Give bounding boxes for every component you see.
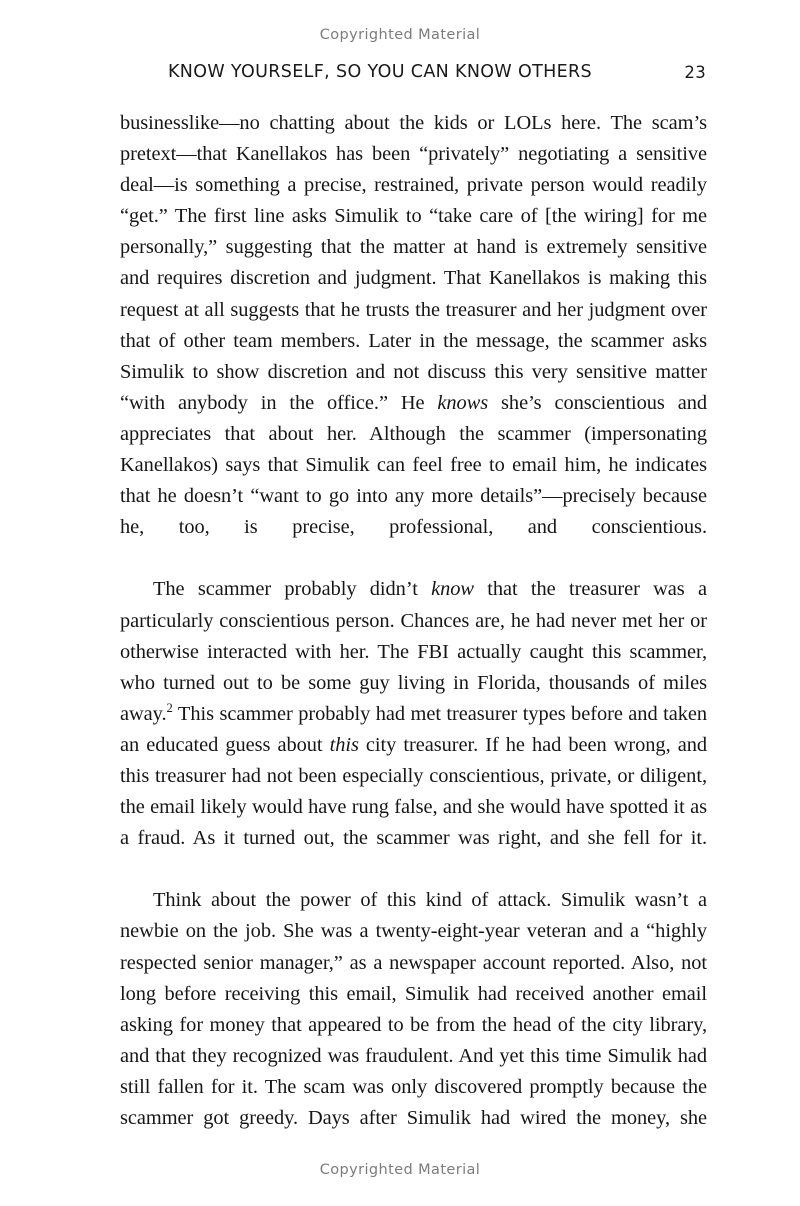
paragraph-1 [120, 108, 707, 574]
emphasis-text: this [329, 733, 359, 756]
text-run: Think about the power of this kind of attack. Simulik wasn’t a newbie on the job. She was a twenty-eight-year veteran and a “highly respected senior manager,” as a newspaper account reported. Also, not long before receiving this email, Simulik had received another email asking for money that appeared to be from the head of the city library, and that they recognized was fraudulent. And yet this time Simulik had still fallen for it. The scam was only discovered promptly because the scammer got greedy. Days after Simulik had wired the money, she [120, 889, 707, 1129]
running-head-title: KNOW YOURSELF, SO YOU CAN KNOW OTHERS [167, 62, 593, 82]
footnote-reference: 2 [166, 700, 173, 715]
page-number: 23 [684, 63, 706, 82]
running-head [120, 62, 706, 88]
copyright-watermark-bottom: Copyrighted Material [319, 1162, 481, 1178]
paragraph-3 [120, 885, 707, 1165]
paragraph-2 [120, 574, 707, 885]
body-text-block [120, 108, 707, 1165]
emphasis-text: knows [437, 391, 489, 414]
text-run: This scammer probably had met treasurer types before and taken an educated guess about [120, 702, 707, 756]
copyright-watermark-top: Copyrighted Material [319, 27, 481, 43]
emphasis-text: know [431, 578, 474, 601]
text-run: The scammer probably didn’t [153, 578, 432, 601]
text-run: she’s conscientious and appreciates that about her. Although the scammer (impersonating Kanellakos) says that Simulik can feel free to email him, he indicates that he doesn’t “want to go into any more details”—precisely because he, too, is precise, professional, and conscientious. [120, 391, 707, 539]
text-run: city treasurer. If he had been wrong, and this treasurer had not been especially conscientious, private, or diligent, the email likely would have rung false, and she would have spotted it as a fraud. As it turned out, the scammer was right, and she fell for it. [120, 733, 707, 850]
text-run: businesslike—no chatting about the kids or LOLs here. The scam’s pretext—that Kanellakos has been “privately” negotiating a sensitive deal—is something a precise, restrained, private person would readily “get.” The first line asks Simulik to “take care of [the wiring] for me personally,” suggesting that the matter at hand is extremely sensitive and requires discretion and judgment. That Kanellakos is making this request at all suggests that he trusts the treasurer and her judgment over that of other team members. Later in the message, the scammer asks Simulik to show discretion and not discuss this very sensitive matter “with anybody in the office.” He [120, 112, 707, 414]
text-run: that the treasurer was a particularly conscientious person. Chances are, he had never met her or otherwise interacted with her. The FBI actually caught this scammer, who turned out to be some guy living in Florida, thousands of miles away. [120, 578, 707, 725]
